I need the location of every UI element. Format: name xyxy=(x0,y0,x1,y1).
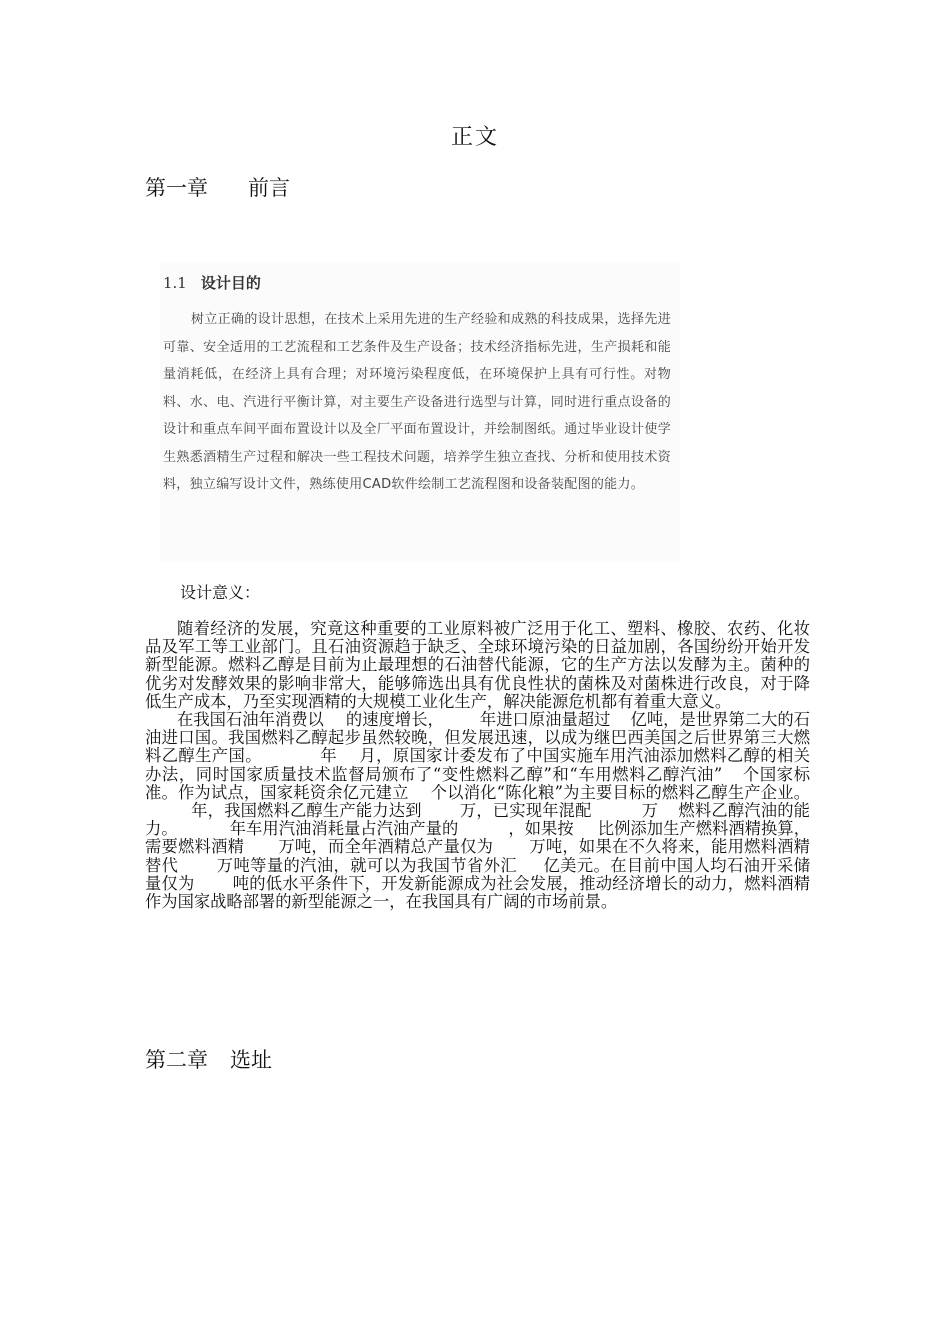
body-text xyxy=(145,620,810,911)
section-paragraph: 树立正确的设计思想，在技术上采用先进的生产经验和成熟的科技成果，选择先进可靠、安全适用的工艺流程和工艺条件及生产设备；技术经济指标先进，生产损耗和能量消耗低，在经济上具有合理；对环境污染程度低，在环境保护上具有可行性。对物料、水、电、汽进行平衡计算，对主要生产设备进行选型与计算，同时进行重点设备的设计和重点车间平面布置设计以及全厂平面布置设计，并绘制图纸。通过毕业设计使学生熟悉酒精生产过程和解决一些工程技术问题，培养学生独立查找、分析和使用技术资料，独立编写设计文件，熟练使用CAD软件绘制工艺流程图和设备装配图的能力。 xyxy=(163,312,671,492)
section-number: 1.1 xyxy=(163,274,187,292)
chapter-2-name: 选址 xyxy=(230,1048,272,1072)
page-title: 正文 xyxy=(450,125,499,150)
paragraph-2: 在我国石油年消费以 的速度增长， 年进口原油量超过 亿吨，是世界第二大的石油进口国。我国燃料乙醇起步虽然较晚，但发展迅速，以成为继巴西美国之后世界第三大燃料乙醇生产国。 年 月，原国家计委发布了中国实施车用汽油添加燃料乙醇的相关办法，同时国家质量技术监督局颁布了“变性燃料乙醇”和“车用燃料乙醇汽油” 个国家标准。作为试点，国家耗资余亿元建立 个以消化“陈化粮”为主要目标的燃料乙醇生产企业。年，我国燃料乙醇生产能力达到 万，已实现年混配 万 燃料乙醇汽油的能力。 年车用汽油消耗量占汽油产量的 ，如果按 比例添加生产燃料酒精换算，需要燃料酒精 万吨，而全年酒精总产量仅为 万吨，如果在不久将来，能用燃料酒精替代 万吨等量的汽油，就可以为我国节省外汇 亿美元。在目前中国人均石油开采储量仅为 吨的低水平条件下，开发新能源成为社会发展，推动经济增长的动力，燃料酒精作为国家战略部署的新型能源之一，在我国具有广阔的市场前景。 xyxy=(145,710,810,912)
chapter-1-heading xyxy=(145,172,290,202)
chapter-2-number: 第二章 xyxy=(145,1048,208,1072)
paragraph-1: 随着经济的发展，究竟这种重要的工业原料被广泛用于化工、塑料、橡胶、农药、化妆品及军工等工业部门。且石油资源趋于缺乏、全球环境污染的日益加剧，各国纷纷开始开发新型能源。燃料乙醇是目前为止最理想的石油替代能源，它的生产方法以发酵为主。菌种的优劣对发酵效果的影响非常大，能够筛选出具有优良性状的菌株及对菌株进行改良，对于降低生产成本，乃至实现酒精的大规模工业化生产，解决能源危机都有着重大意义。 xyxy=(145,619,810,711)
chapter-2-heading xyxy=(145,1044,272,1074)
scanned-section-image xyxy=(160,262,680,562)
section-title: 设计目的 xyxy=(200,274,261,292)
chapter-1-name: 前言 xyxy=(248,176,290,200)
significance-label: 设计意义： xyxy=(180,583,261,602)
section-heading xyxy=(163,272,261,293)
chapter-1-number: 第一章 xyxy=(145,176,208,200)
